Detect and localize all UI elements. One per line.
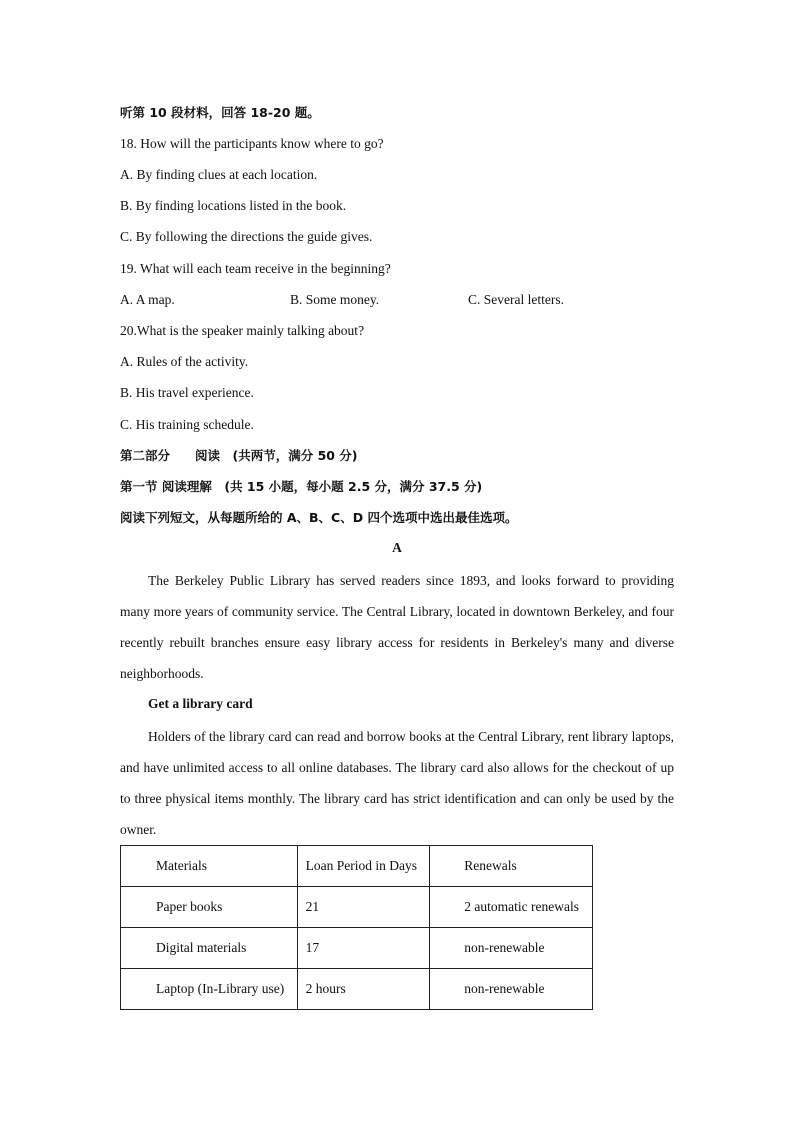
table-cell: 2 hours (297, 969, 430, 1010)
question-20-option-a: A. Rules of the activity. (120, 354, 249, 369)
table-header-row (121, 846, 593, 887)
question-19-options (120, 291, 674, 309)
library-card-paragraph: Holders of the library card can read and borrow books at the Central Library, rent library laptops, and have unlimited access to all online databases. The library card also allows for the checkout of up to three physical items monthly. The library card has strict identification and can only be used by the owner. (120, 729, 674, 837)
table-cell: 17 (297, 928, 430, 969)
question-18-option-c: C. By following the directions the guide gives. (120, 229, 373, 244)
reading-part-heading: 第二部分 阅读 (共两节，满分 50 分) (120, 448, 358, 463)
question-18-option-a: A. By finding clues at each location. (120, 167, 318, 182)
table-header-cell: Materials (121, 846, 298, 887)
intro-paragraph: The Berkeley Public Library has served readers since 1893, and looks forward to providing many more years of community service. The Central Library, located in downtown Berkeley, and four recently rebuilt branches ensure easy library access for residents in Berkeley's many and diverse neighborhoods. (120, 573, 674, 681)
question-19-option-c: C. Several letters. (468, 292, 564, 307)
table-cell: non-renewable (430, 969, 593, 1010)
passage-label: A (392, 540, 402, 555)
question-18-stem: 18. How will the participants know where to go? (120, 136, 384, 151)
reading-instruction: 阅读下列短文，从每题所给的 A、B、C、D 四个选项中选出最佳选项。 (120, 510, 518, 525)
table-row (121, 887, 593, 928)
table-cell: Paper books (121, 887, 298, 928)
table-cell: Laptop (In-Library use) (121, 969, 298, 1010)
question-19-stem: 19. What will each team receive in the beginning? (120, 261, 391, 276)
library-card-subheading: Get a library card (148, 696, 253, 711)
table-header-cell: Loan Period in Days (297, 846, 430, 887)
table-row (121, 928, 593, 969)
question-20-stem: 20.What is the speaker mainly talking about? (120, 323, 365, 338)
table-cell: non-renewable (430, 928, 593, 969)
table-cell: 2 automatic renewals (430, 887, 593, 928)
question-18-option-b: B. By finding locations listed in the book. (120, 198, 347, 213)
question-20-option-c: C. His training schedule. (120, 417, 254, 432)
table-row (121, 969, 593, 1010)
reading-section-heading: 第一节 阅读理解 (共 15 小题，每小题 2.5 分，满分 37.5 分) (120, 479, 483, 494)
table-header-cell: Renewals (430, 846, 593, 887)
loan-period-table (120, 845, 593, 1010)
listening-section-heading: 听第 10 段材料，回答 18-20 题。 (120, 105, 320, 120)
question-19-option-a: A. A map. (120, 292, 175, 307)
table-cell: 21 (297, 887, 430, 928)
question-20-option-b: B. His travel experience. (120, 385, 254, 400)
question-19-option-b: B. Some money. (290, 292, 380, 307)
table-cell: Digital materials (121, 928, 298, 969)
